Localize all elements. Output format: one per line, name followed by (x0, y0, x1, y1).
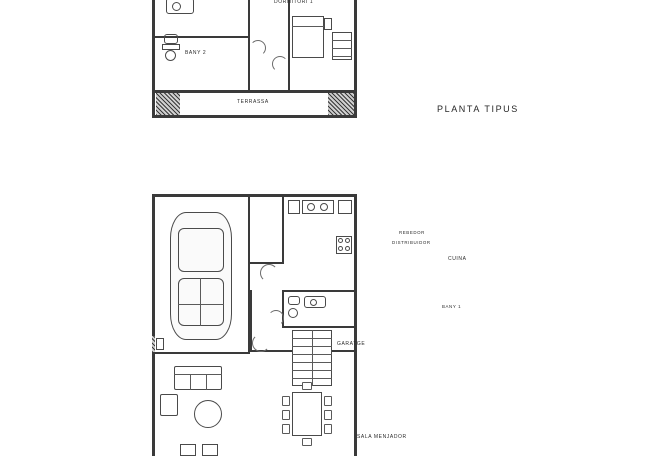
stair-center-line (312, 330, 313, 386)
nightstand-furniture (324, 18, 332, 30)
dining-chair-l3 (282, 424, 290, 434)
counter-fixture (162, 44, 180, 50)
wall-right (354, 194, 357, 456)
car-hood (178, 228, 224, 272)
car-cabin (178, 278, 224, 326)
terrace-block-1 (180, 444, 196, 456)
bath1-tub-drain (310, 299, 317, 306)
terrace-block-2 (202, 444, 218, 456)
wall-top (152, 194, 357, 197)
room-label-sala-menjador: SALA MENJADOR (357, 434, 407, 440)
garage-door-hatch (152, 336, 155, 352)
kitchen-cabinet (338, 200, 352, 214)
wall-left (152, 194, 155, 456)
door-arc-living (252, 334, 270, 352)
room-label-garatge: GARATGE (337, 341, 366, 347)
car-seat-line (178, 304, 224, 305)
wall-terrace-top (152, 90, 357, 93)
wall-garage-bottom (155, 352, 250, 354)
door-arc-kitchen (260, 264, 278, 282)
dining-chair-r2 (324, 410, 332, 420)
wall-bottom (152, 115, 357, 118)
dining-chair-bottom (302, 438, 312, 446)
dining-chair-r3 (324, 424, 332, 434)
bed-furniture (292, 16, 324, 58)
bath1-toilet (288, 296, 300, 305)
sink-fixture (172, 2, 181, 11)
wardrobe-line-1 (332, 40, 352, 41)
coffee-table (194, 400, 222, 428)
wall-corridor (288, 0, 290, 92)
room-label-bany-2: BANY 2 (185, 50, 207, 56)
terrace-hatch-right (328, 93, 354, 115)
dining-chair-r1 (324, 396, 332, 406)
door-arc-bath (250, 40, 266, 56)
room-label-rebedor: REBEDOR (399, 230, 425, 235)
stove-burner-3 (338, 246, 343, 251)
door-arc-corridor (272, 56, 288, 72)
wardrobe-line-3 (332, 56, 352, 57)
stove-burner-4 (345, 246, 350, 251)
wall-right (354, 0, 357, 118)
room-label-dormitori-1: DORMITORI 1 (274, 0, 314, 5)
room-label-cuina: CUINA (448, 256, 467, 262)
wall-kitchen-left (282, 197, 284, 263)
terrace-hatch-left (156, 93, 180, 115)
sofa-divider-1 (190, 374, 191, 390)
plan-title: PLANTA TIPUS (437, 104, 519, 114)
stove-burner-1 (338, 238, 343, 243)
refrigerator (288, 200, 300, 214)
sofa-back-line (174, 374, 222, 375)
wardrobe-line-2 (332, 48, 352, 49)
dining-chair-l2 (282, 410, 290, 420)
armchair-furniture (160, 394, 178, 416)
ground-floor-plan (152, 194, 467, 456)
sink-round-fixture (165, 50, 176, 61)
room-label-bany-1: BANY 1 (442, 304, 462, 309)
stove-burner-2 (345, 238, 350, 243)
toilet-fixture (164, 34, 178, 44)
room-label-distribuidor: DISTRIBUIDOR (392, 240, 431, 245)
wall-left (152, 0, 155, 118)
sofa-furniture (174, 366, 222, 390)
dining-table (292, 392, 322, 436)
dining-chair-l1 (282, 396, 290, 406)
wall-bath-top (284, 290, 354, 292)
sofa-divider-2 (206, 374, 207, 390)
wall-bath-bottom (284, 326, 354, 328)
dining-chair-top (302, 382, 312, 390)
car-center-line (200, 278, 201, 326)
kitchen-sink-basin-2 (320, 203, 328, 211)
door-arc-bath (268, 310, 284, 326)
bed-pillow-line (292, 26, 324, 27)
bath1-sink (288, 308, 298, 318)
garage-control-box (156, 338, 164, 350)
room-label-terrassa: TERRASSA (237, 99, 269, 105)
kitchen-sink-basin-1 (307, 203, 315, 211)
upper-floor-plan (152, 0, 357, 118)
